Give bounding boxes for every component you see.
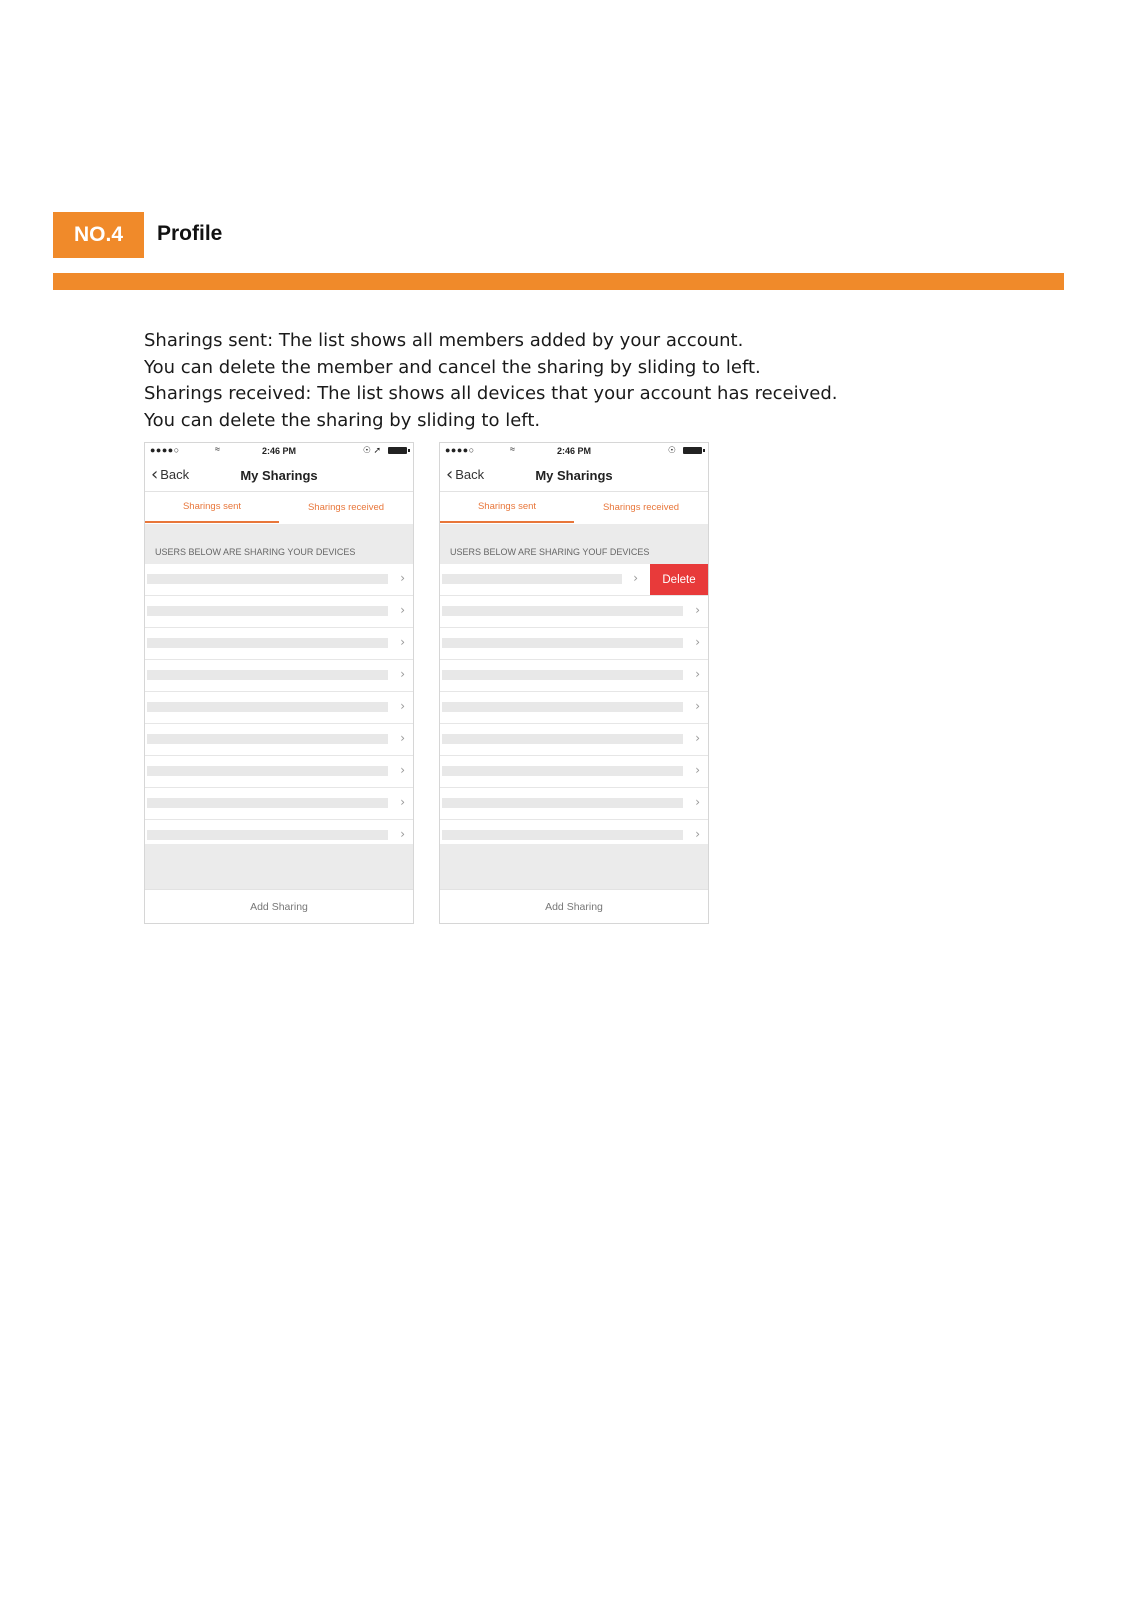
blurred-content — [442, 766, 683, 776]
blurred-content — [147, 830, 388, 840]
nav-bar — [440, 461, 708, 492]
tab-sharings-received[interactable]: Sharings received — [602, 502, 680, 513]
blurred-content — [442, 606, 683, 616]
section-title: Profile — [157, 222, 223, 245]
chevron-right-icon: › — [400, 699, 405, 713]
list-header-band — [145, 524, 413, 564]
tab-bar — [440, 492, 708, 525]
wifi-icon: ≈ — [215, 444, 220, 454]
description-line: Sharings sent: The list shows all members added by your account. — [144, 330, 744, 351]
status-bar — [440, 443, 708, 461]
blurred-content — [147, 606, 388, 616]
chevron-right-icon: › — [400, 795, 405, 809]
nav-bar — [145, 461, 413, 492]
blurred-content — [442, 670, 683, 680]
chevron-right-icon: › — [695, 635, 700, 649]
back-label: Back — [160, 467, 190, 482]
phone-screenshot-sharings-sent — [144, 442, 414, 924]
list-header-band — [440, 524, 708, 564]
list-item[interactable] — [145, 628, 413, 660]
blurred-content — [147, 670, 388, 680]
blurred-content — [147, 702, 388, 712]
sharing-list — [145, 564, 413, 852]
blurred-content — [147, 798, 388, 808]
blurred-content — [442, 702, 683, 712]
status-time: 2:46 PM — [261, 446, 296, 456]
battery-icon — [388, 447, 407, 454]
battery-icon — [683, 447, 702, 454]
chevron-right-icon: › — [400, 635, 405, 649]
list-item[interactable] — [440, 724, 708, 756]
section-number-badge: NO.4 — [53, 212, 144, 258]
chevron-right-icon: › — [695, 731, 700, 745]
blurred-content — [147, 574, 388, 584]
phone-screenshot-delete-swipe — [439, 442, 709, 924]
list-item-swiped[interactable] — [440, 564, 708, 596]
chevron-right-icon: › — [695, 699, 700, 713]
chevron-right-icon: › — [400, 603, 405, 617]
blurred-content — [147, 734, 388, 744]
list-item[interactable] — [145, 564, 413, 596]
chevron-left-icon: ‹ — [151, 463, 159, 485]
nav-title: My Sharings — [535, 468, 613, 483]
list-item[interactable] — [440, 756, 708, 788]
blurred-content — [147, 766, 388, 776]
description-line: You can delete the sharing by sliding to left. — [144, 409, 541, 431]
chevron-right-icon: › — [695, 795, 700, 809]
list-item[interactable] — [145, 692, 413, 724]
blurred-content — [442, 574, 622, 584]
list-item[interactable] — [440, 596, 708, 628]
chevron-right-icon: › — [695, 667, 700, 681]
description-line: You can delete the member and cancel the sharing by sliding to left. — [144, 356, 761, 378]
chevron-right-icon: › — [633, 571, 638, 585]
tab-sharings-sent[interactable]: Sharings sent — [440, 492, 574, 523]
blurred-content — [442, 638, 683, 648]
back-label: Back — [455, 467, 485, 482]
list-item[interactable] — [145, 724, 413, 756]
status-time: 2:46 PM — [556, 446, 591, 456]
section-divider-bar — [53, 273, 1064, 290]
nav-title: My Sharings — [240, 468, 318, 483]
list-item[interactable] — [145, 756, 413, 788]
blurred-content — [442, 830, 683, 840]
location-icon: ☉ ➚ — [362, 445, 381, 455]
wifi-icon: ≈ — [510, 444, 515, 454]
status-bar — [145, 443, 413, 461]
list-item[interactable] — [145, 596, 413, 628]
tab-bar — [145, 492, 413, 525]
add-sharing-button[interactable]: Add Sharing — [440, 889, 708, 924]
chevron-right-icon: › — [695, 763, 700, 777]
sharing-list — [440, 564, 708, 852]
list-header: USERS BELOW ARE SHARING YOUR DEVICES — [155, 547, 356, 557]
list-header: USERS BELOW ARE SHARING YOUF DEVICES — [450, 547, 650, 557]
chevron-left-icon: ‹ — [446, 463, 454, 485]
add-sharing-button[interactable]: Add Sharing — [145, 889, 413, 924]
list-item[interactable] — [440, 660, 708, 692]
description-line: Sharings received: The list shows all devices that your account has received. — [144, 383, 838, 404]
list-item[interactable] — [440, 628, 708, 660]
location-icon: ☉ — [667, 445, 676, 455]
list-item[interactable] — [440, 692, 708, 724]
chevron-right-icon: › — [400, 827, 405, 841]
blurred-content — [442, 798, 683, 808]
list-item[interactable] — [145, 788, 413, 820]
tab-sharings-received[interactable]: Sharings received — [307, 502, 385, 513]
chevron-right-icon: › — [400, 571, 405, 585]
empty-area — [145, 844, 413, 889]
list-item[interactable] — [145, 660, 413, 692]
empty-area — [440, 844, 708, 889]
signal-indicator: ●●●●○ — [445, 445, 475, 455]
description-text — [144, 328, 838, 434]
chevron-right-icon: › — [695, 827, 700, 841]
tab-sharings-sent[interactable]: Sharings sent — [145, 492, 279, 523]
chevron-right-icon: › — [400, 731, 405, 745]
delete-button[interactable]: Delete — [650, 564, 708, 595]
list-item[interactable] — [440, 788, 708, 820]
blurred-content — [147, 638, 388, 648]
signal-indicator: ●●●●○ — [150, 445, 180, 455]
chevron-right-icon: › — [400, 763, 405, 777]
chevron-right-icon: › — [400, 667, 405, 681]
blurred-content — [442, 734, 683, 744]
chevron-right-icon: › — [695, 603, 700, 617]
